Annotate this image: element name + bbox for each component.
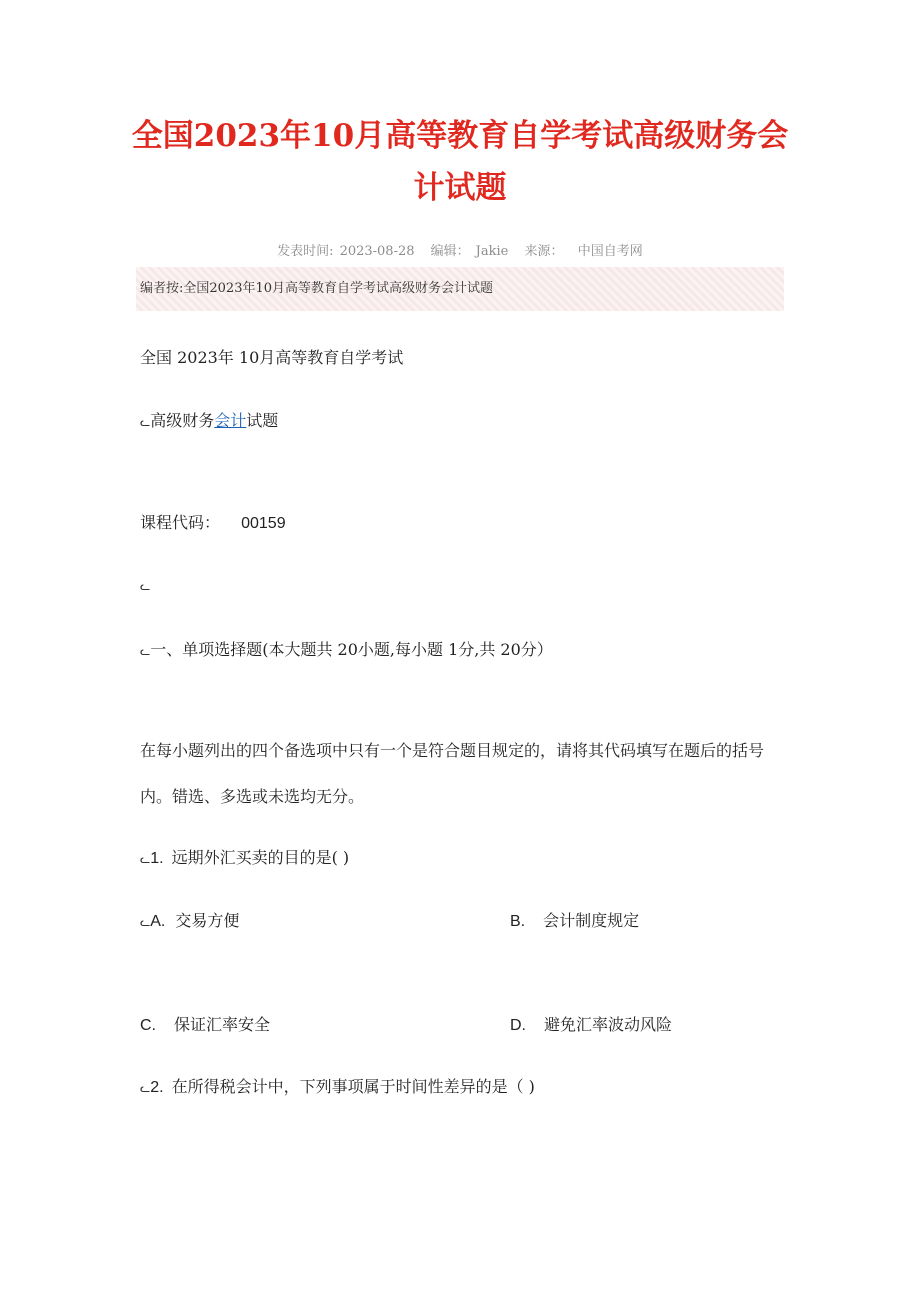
editor-note: 编者按:全国2023年10月高等教育自学考试高级财务会计试题: [136, 267, 784, 311]
course-code-label: 课程代码：: [140, 513, 221, 532]
publish-label: 发表时间: 2023-08-28: [277, 244, 415, 259]
editor-name: Jakie: [475, 244, 509, 259]
paragraph-mark-icon: ᓚ: [140, 915, 151, 929]
accounting-link[interactable]: 会计: [214, 411, 247, 430]
section-heading: ᓚ一、单项选择题(本大题共 20小题,每小题 1分,共 20分）: [140, 640, 553, 659]
paragraph-mark-icon: ᓚ: [140, 852, 151, 866]
source-info: 来源： 中国自考网: [524, 244, 643, 259]
paragraph-mark-icon: ᓚ: [140, 579, 151, 593]
empty-paragraph: [140, 575, 150, 594]
paragraph-mark-icon: ᓚ: [140, 1081, 151, 1095]
course-code: [140, 510, 286, 533]
question-2-text: 在所得税会计中，下列事项属于时间性差异的是（ ): [171, 1077, 535, 1096]
exam-heading-line: 全国 2023年 10月高等教育自学考试: [140, 348, 404, 367]
instructions: 在每小题列出的四个备选项中只有一个是符合题目规定的，请将其代码填写在题后的括号内。错选、多选或未选均无分。: [140, 741, 765, 806]
paragraph-mark-icon: ᓚ: [140, 644, 151, 658]
document-title: 全国2023年10月高等教育自学考试高级财务会计试题: [131, 118, 789, 206]
exam-subtitle: ᓚ高级财务会计试题: [140, 411, 279, 430]
question-1: ᓚ1. 远期外汇买卖的目的是( ): [140, 848, 350, 867]
editor-info: 编辑： Jakie: [430, 244, 509, 259]
course-code-value: 00159: [241, 515, 286, 532]
article-meta: [0, 240, 920, 259]
source-name: 中国自考网: [577, 244, 643, 259]
paragraph-mark-icon: ᓚ: [140, 415, 151, 429]
question-1-option-c: C. 保证汇率安全: [140, 1015, 271, 1034]
question-1-option-b: B. 会计制度规定: [510, 911, 640, 930]
question-2: ᓚ2. 在所得税会计中，下列事项属于时间性差异的是（ ): [140, 1077, 535, 1096]
question-1-option-a: ᓚA. 交易方便: [140, 911, 240, 930]
question-1-option-d: D. 避免汇率波动风险: [510, 1015, 673, 1034]
publish-date: 2023-08-28: [339, 244, 415, 259]
question-1-text: 远期外汇买卖的目的是( ): [171, 848, 350, 867]
